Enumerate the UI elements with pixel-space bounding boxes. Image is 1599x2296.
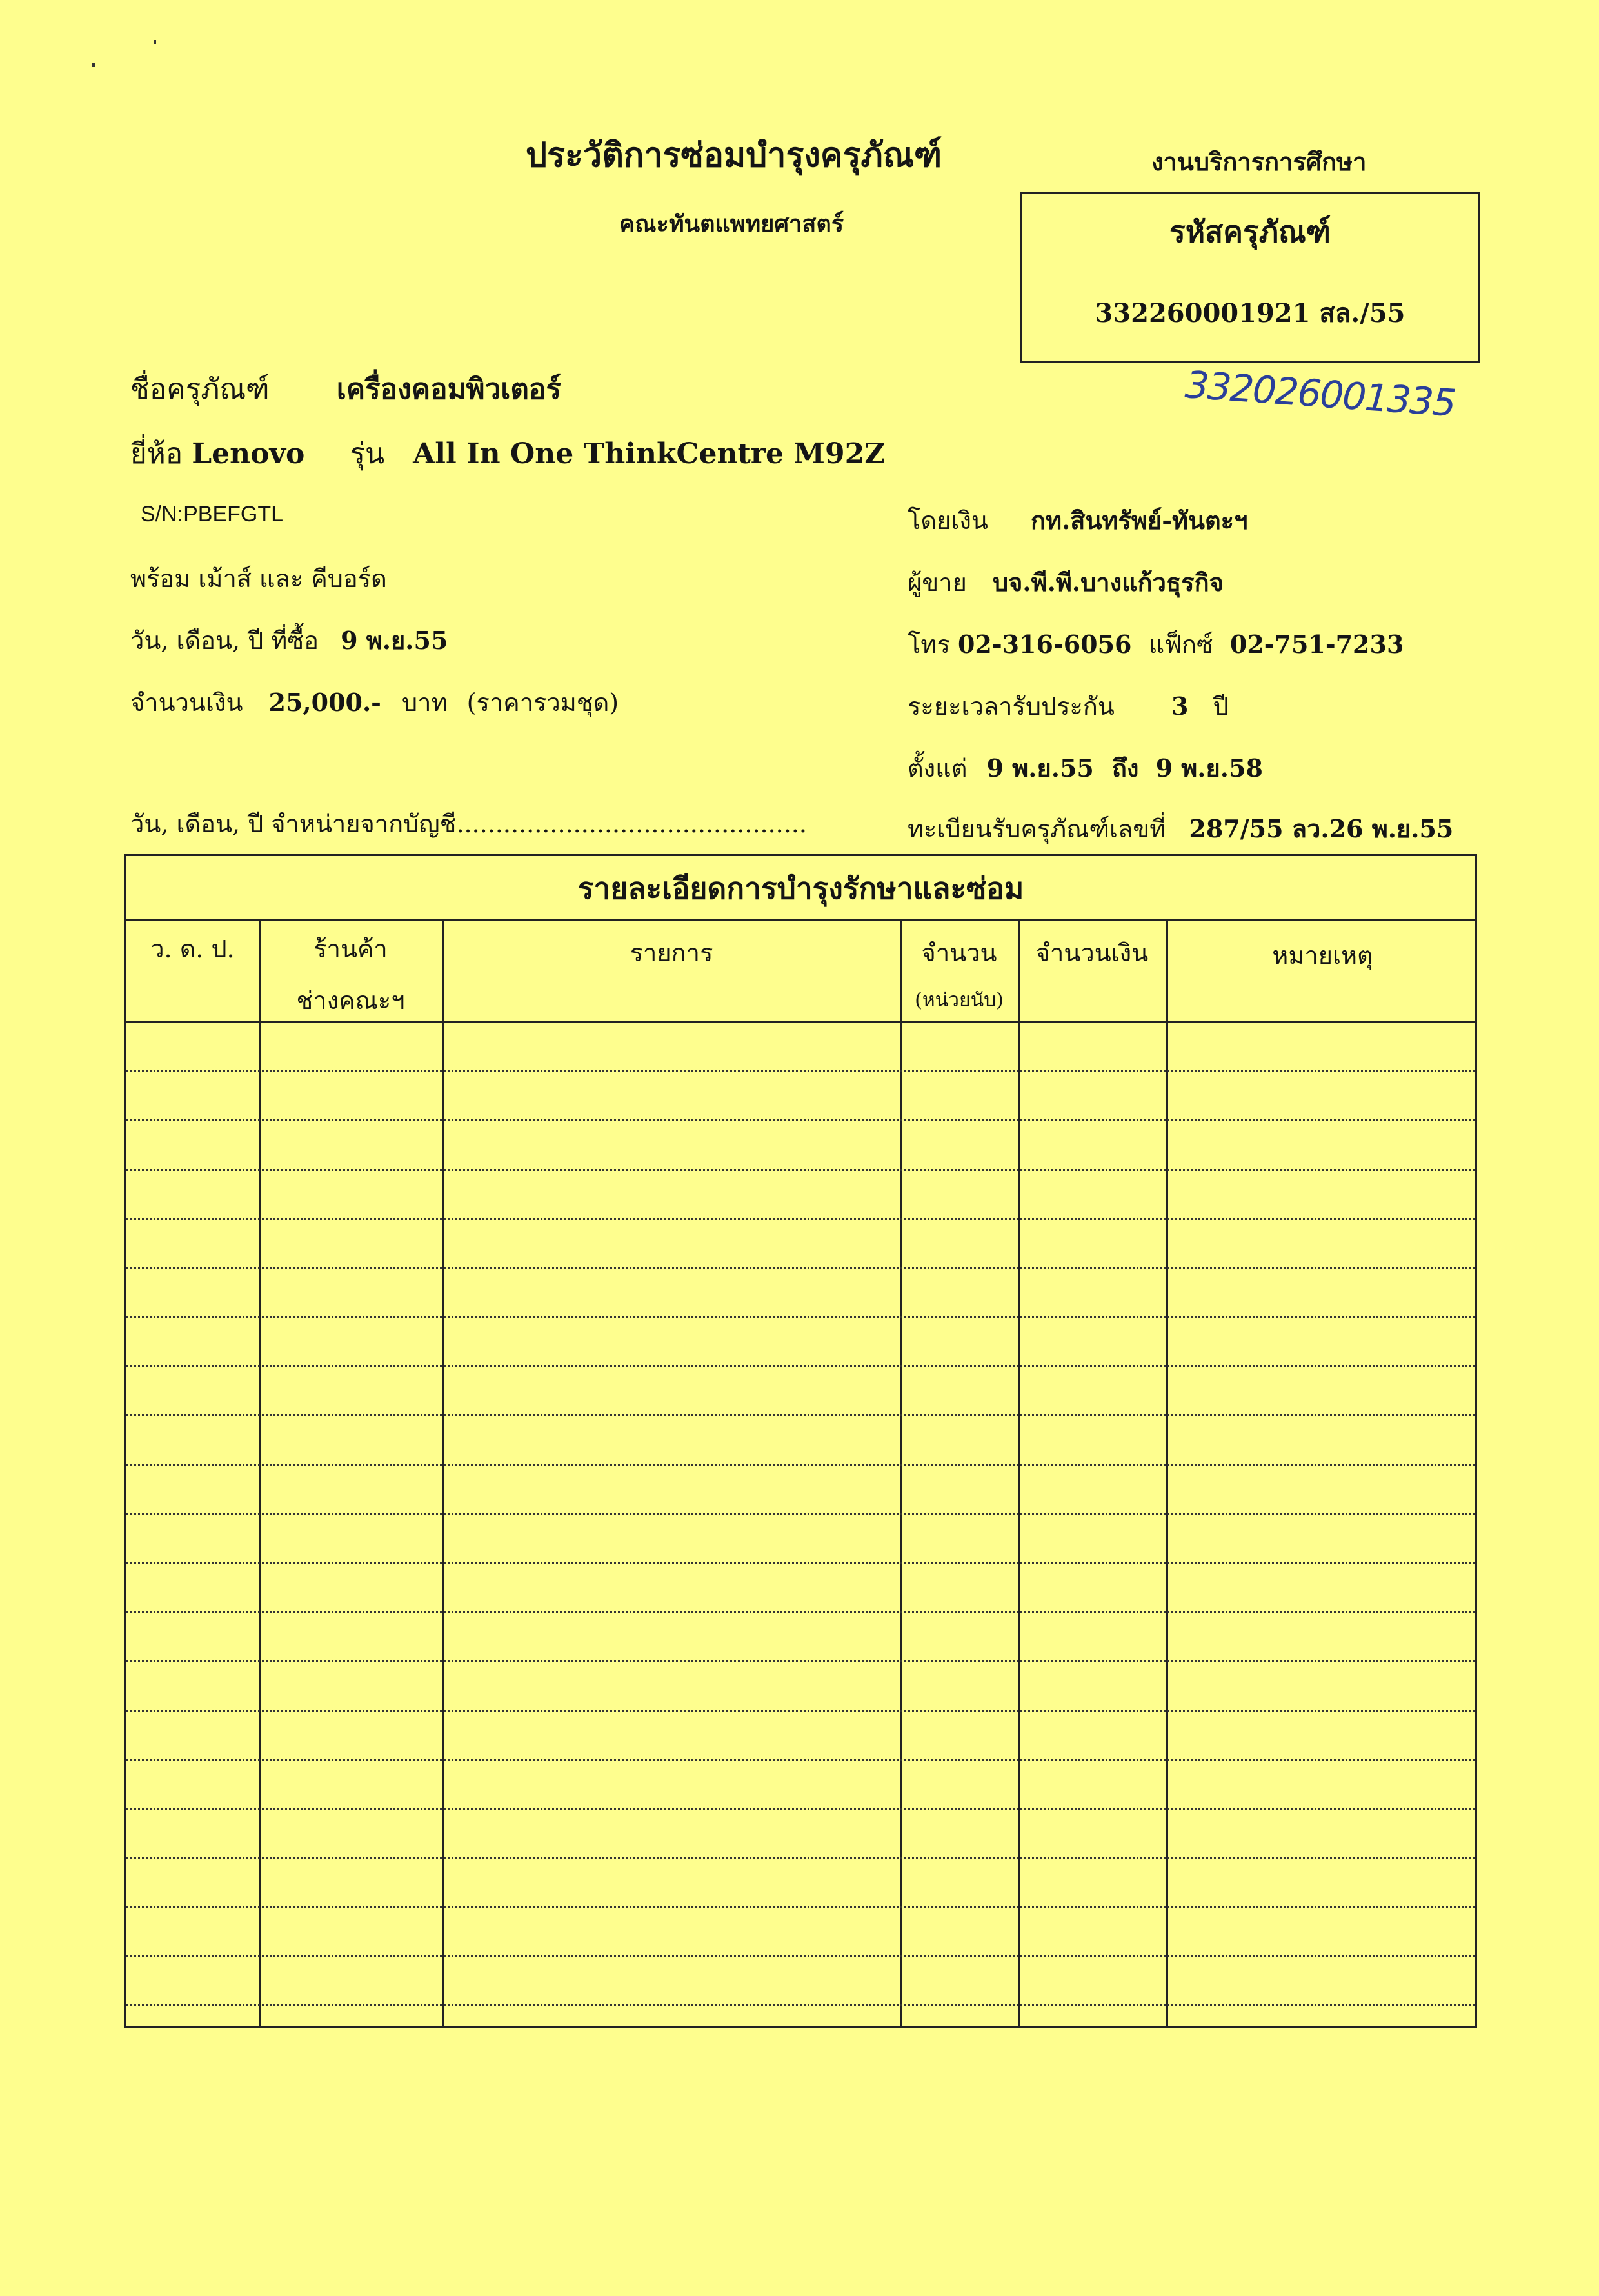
col-header-shop-line2: ช่างคณะฯ (296, 986, 405, 1015)
disposal-row (130, 804, 807, 843)
table-row-separator (126, 1267, 1475, 1269)
table-title: รายละเอียดการบำรุงรักษาและซ่อม (577, 871, 1024, 906)
table-row-separator (126, 1464, 1475, 1466)
fund-value: กท.สินทรัพย์-ทันตะฯ (1030, 506, 1248, 535)
warranty-value: 3 (1171, 692, 1189, 721)
asset-code-value: 332260001921 สล./55 (1095, 298, 1405, 328)
table-row-separator (126, 1169, 1475, 1171)
fax-value: 02-751-7233 (1229, 630, 1404, 659)
col-header-date: ว. ด. ป. (150, 935, 235, 963)
table-row-separator (126, 1955, 1475, 1957)
from-label: ตั้งแต่ (908, 754, 968, 783)
brand-label: ยี่ห้อ (130, 437, 183, 470)
contact-row (908, 624, 1404, 664)
amount-value: 25,000.- (268, 688, 381, 717)
purchase-date-label: วัน, เดือน, ปี ที่ซื้อ (130, 626, 319, 655)
col-header-amount: จำนวนเงิน (1035, 939, 1149, 967)
table-row-separator (126, 1710, 1475, 1712)
fund-row (908, 501, 1247, 540)
table-row-separator (126, 1759, 1475, 1761)
handwritten-code-note: 332026001335 (1184, 363, 1456, 426)
col-header-item: รายการ (630, 939, 713, 967)
register-label: ทะเบียนรับครุภัณฑ์เลขที่ (908, 815, 1166, 843)
table-row-separator (126, 1218, 1475, 1220)
warranty-period-row (908, 748, 1263, 788)
table-row-separator (126, 1906, 1475, 1908)
amount-row (130, 683, 619, 722)
table-row-separator (126, 1316, 1475, 1318)
phone-label: โทร (908, 630, 950, 659)
table-title-row (126, 856, 1475, 921)
purchase-date-value: 9 พ.ย.55 (341, 626, 448, 655)
asset-code-box (1020, 192, 1480, 363)
amount-unit: บาท (402, 688, 448, 717)
brand-value: Lenovo (192, 437, 305, 470)
page-title: ประวัติการซ่อมบำรุงครุภัณฑ์ (526, 135, 942, 175)
register-row (908, 809, 1453, 848)
warranty-label: ระยะเวลารับประกัน (908, 692, 1115, 721)
warranty-row (908, 686, 1229, 726)
fund-label: โดยเงิน (908, 506, 988, 535)
column-divider (1166, 919, 1168, 2026)
amount-label: จำนวนเงิน (130, 688, 243, 717)
asset-name-value: เครื่องคอมพิวเตอร์ (336, 373, 561, 406)
serial-number: S/N:PBEFGTL (141, 502, 284, 526)
column-divider (1018, 919, 1020, 2026)
asset-name-label: ชื่อครุภัณฑ์ (130, 373, 270, 406)
table-row-separator (126, 1119, 1475, 1121)
amount-note: (ราคารวมชุด) (466, 688, 619, 717)
warranty-unit: ปี (1213, 692, 1229, 721)
col-header-shop-line1: ร้านค้า (313, 935, 388, 963)
seller-row (908, 563, 1224, 602)
to-value: 9 พ.ย.58 (1155, 754, 1263, 783)
fax-label: แฟ็กซ์ (1148, 630, 1213, 659)
to-label: ถึง (1111, 754, 1139, 783)
asset-brand-row (130, 431, 885, 476)
page-subtitle: คณะทันตแพทยศาสตร์ (619, 210, 844, 237)
column-divider (259, 919, 261, 2026)
column-divider (900, 919, 902, 2026)
table-row-separator (126, 1414, 1475, 1416)
scan-speck (92, 63, 95, 67)
scan-speck (154, 40, 156, 44)
purchase-date-row (130, 621, 448, 660)
table-row-separator (126, 1070, 1475, 1072)
accessories-text: พร้อม เม้าส์ และ คีบอร์ด (130, 564, 387, 593)
model-label: รุ่น (350, 437, 385, 470)
seller-value: บจ.พี.พี.บางแก้วธุรกิจ (992, 568, 1224, 597)
maintenance-table (124, 854, 1477, 2028)
table-row-separator (126, 1365, 1475, 1367)
disposal-label: วัน, เดือน, ปี จำหน่ายจากบัญชี (130, 810, 457, 838)
table-row-separator (126, 1857, 1475, 1859)
col-header-qty-line1: จำนวน (921, 939, 997, 967)
col-header-qty-line2: (หน่วยนับ) (915, 989, 1004, 1012)
table-row-separator (126, 1660, 1475, 1662)
register-value: 287/55 ลว.26 พ.ย.55 (1189, 814, 1454, 843)
model-value: All In One ThinkCentre M92Z (413, 437, 886, 470)
table-row-separator (126, 1562, 1475, 1564)
department-label: งานบริการการศึกษา (1151, 147, 1367, 176)
table-row-separator (126, 2004, 1475, 2006)
col-header-note: หมายเหตุ (1272, 941, 1373, 970)
asset-name-row (130, 366, 561, 412)
header-bottom-rule (126, 1021, 1475, 1023)
asset-code-label: รหัสครุภัณฑ์ (1169, 214, 1331, 249)
disposal-dots: ............................................. (456, 810, 807, 838)
column-divider (442, 919, 444, 2026)
phone-value: 02-316-6056 (957, 630, 1132, 659)
seller-label: ผู้ขาย (908, 568, 967, 597)
table-row-separator (126, 1808, 1475, 1810)
table-row-separator (126, 1611, 1475, 1613)
from-value: 9 พ.ย.55 (986, 754, 1094, 783)
table-row-separator (126, 1513, 1475, 1515)
